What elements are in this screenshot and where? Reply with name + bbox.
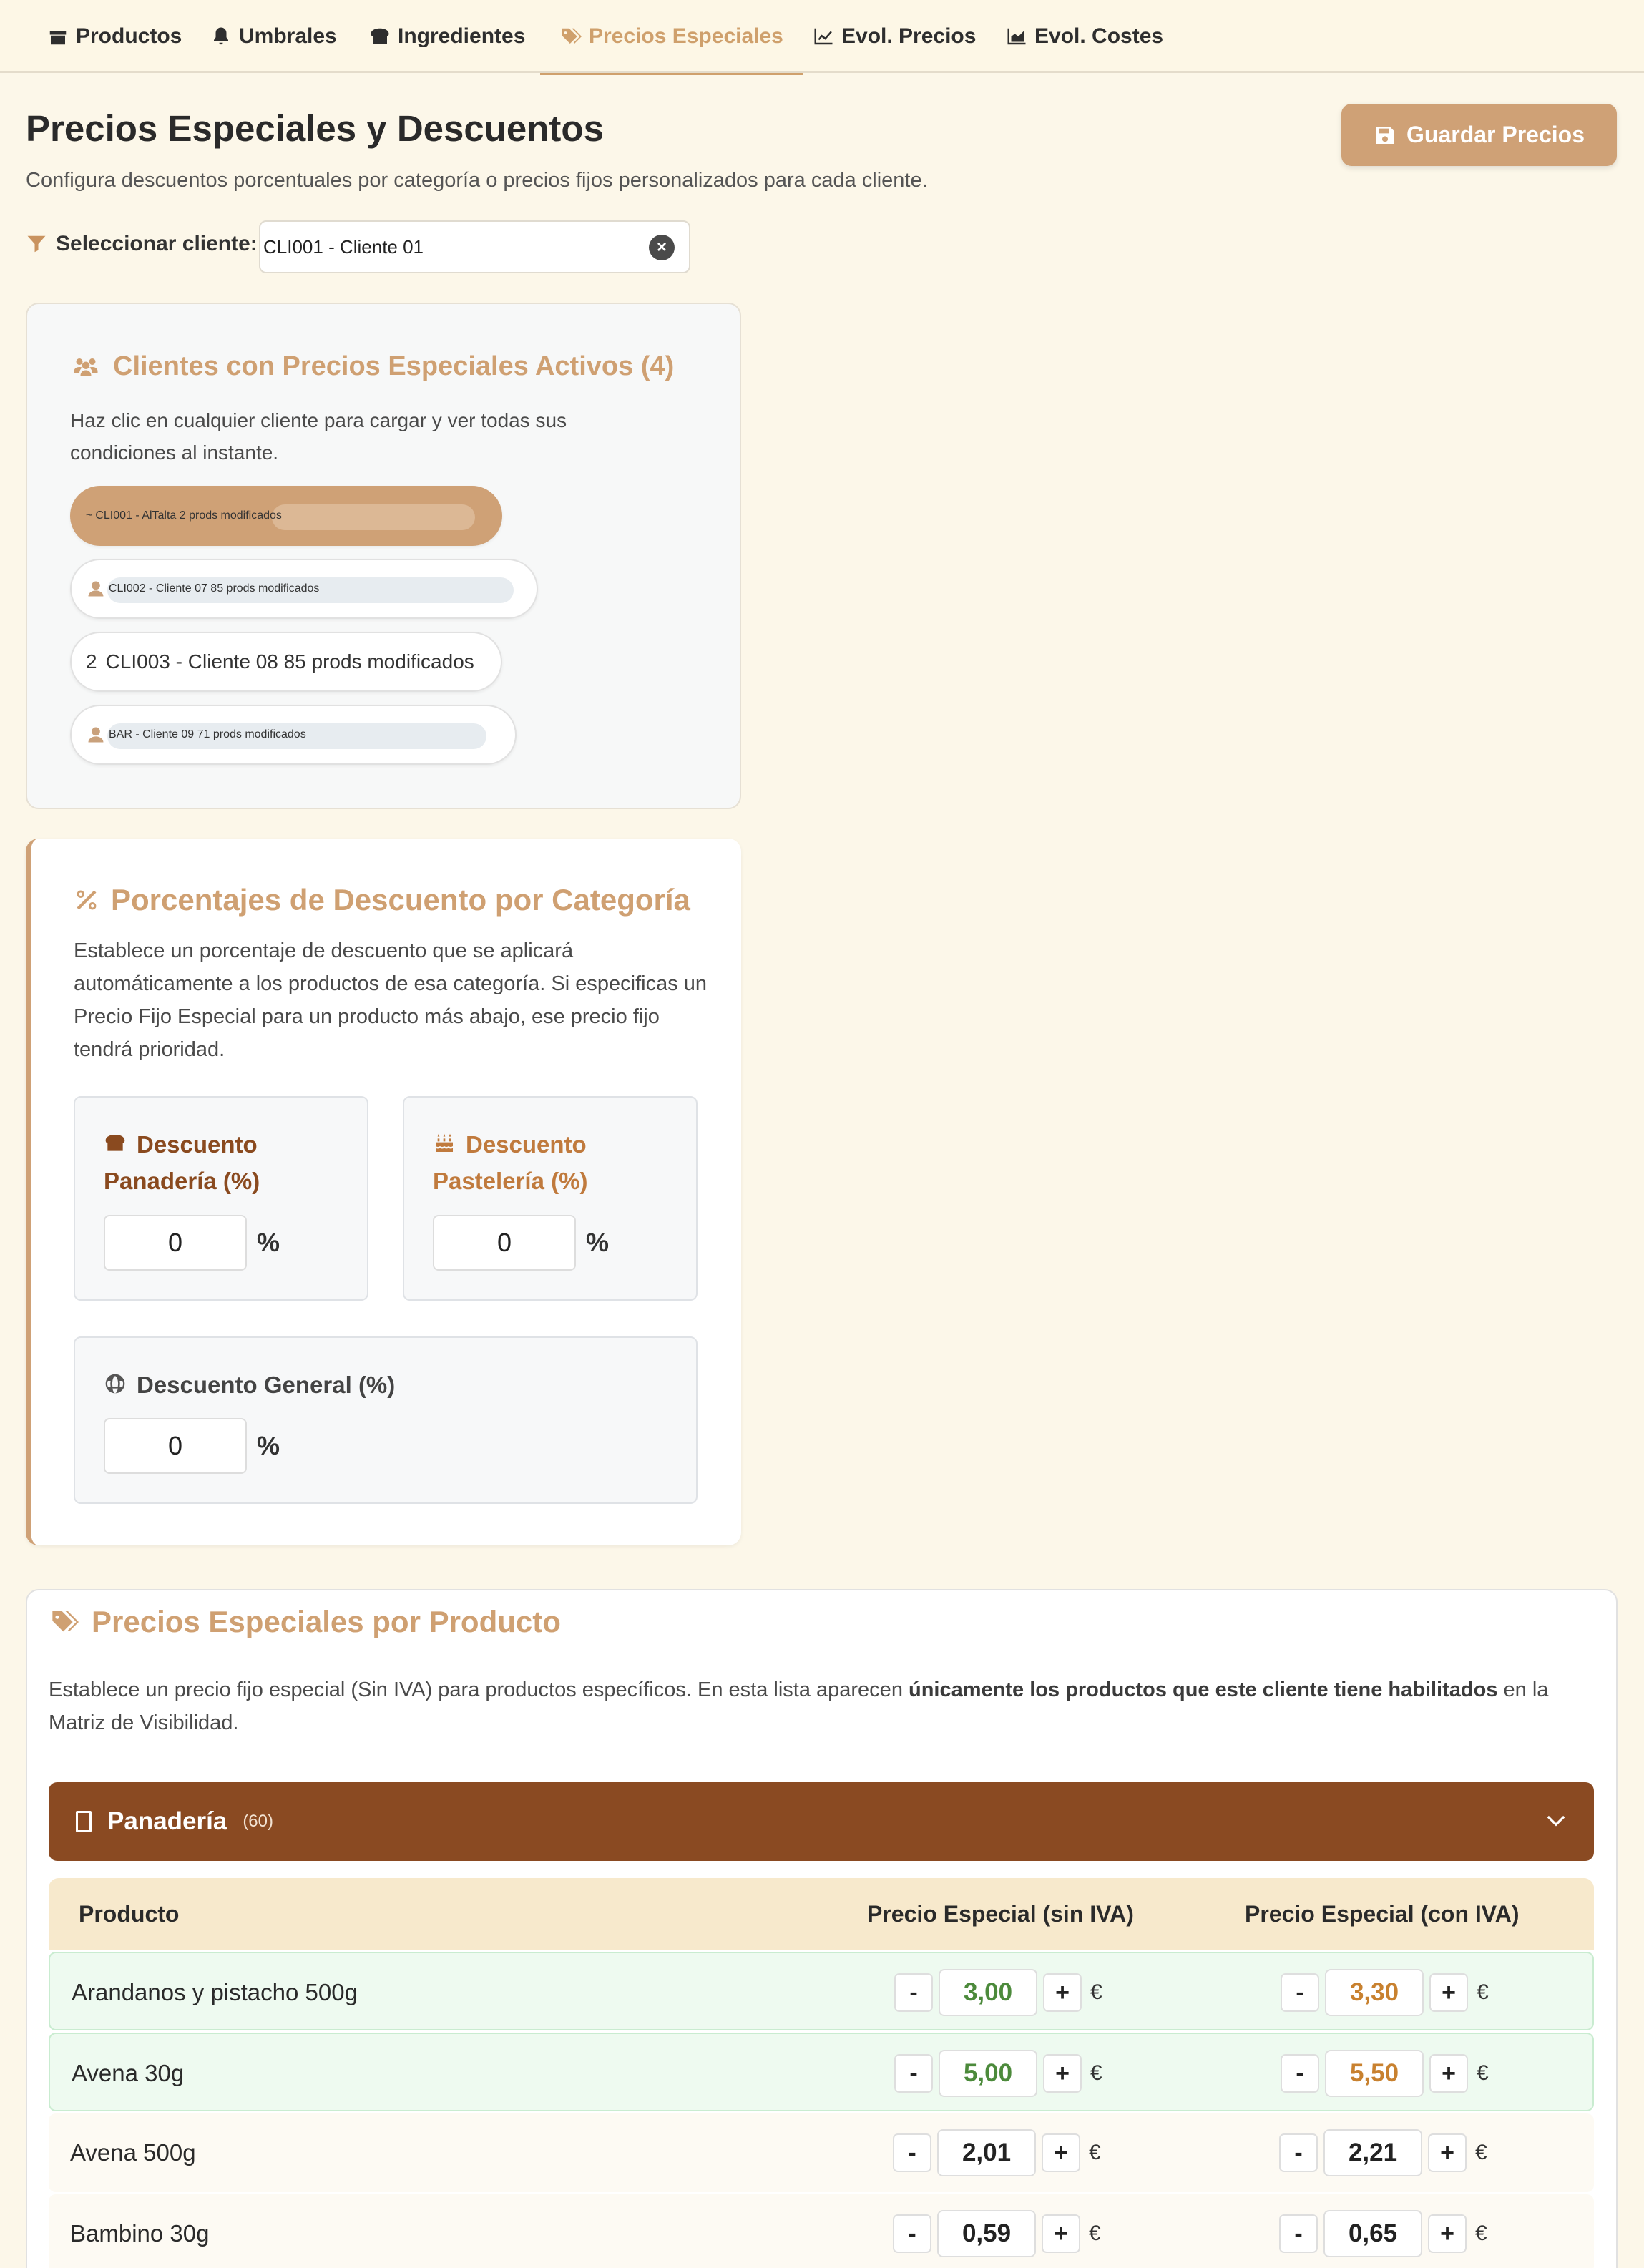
user-icon <box>86 725 106 745</box>
discount-general-box <box>74 1336 698 1504</box>
product-prices-title: Precios Especiales por Producto <box>92 1605 561 1638</box>
price-vat-stepper <box>1281 1969 1489 2016</box>
save-prices-label: Guardar Precios <box>1406 122 1585 147</box>
discount-pasteleria-input[interactable]: 0 <box>433 1215 576 1271</box>
price-no-vat-stepper <box>894 2050 1102 2097</box>
discount-general-input[interactable]: 0 <box>104 1418 247 1474</box>
client-pill-bar[interactable] <box>70 705 517 765</box>
user-icon <box>86 579 106 599</box>
client-pill-cli002[interactable] <box>70 559 538 619</box>
tab-ingredientes[interactable] <box>349 0 545 73</box>
tab-umbrales[interactable] <box>190 0 357 73</box>
price-vat-input[interactable]: 0,65 <box>1323 2210 1422 2257</box>
client-filter-text: Seleccionar cliente: <box>56 232 258 255</box>
decrement-button[interactable]: - <box>1281 1973 1319 2012</box>
increment-button[interactable]: + <box>1428 2214 1467 2253</box>
price-no-vat-input[interactable]: 3,00 <box>939 1969 1037 2016</box>
client-pill-prefix: 2 <box>86 650 97 673</box>
discount-description: Establece un porcentaje de descuento que se aplicará automáticamente a los productos de esa categoría. Si especificas un Precio Fijo Especial para un producto más abajo, ese precio fijo tendrá prioridad. <box>74 939 708 1061</box>
price-vat-input[interactable]: 2,21 <box>1323 2129 1422 2176</box>
table-row <box>49 2033 1594 2111</box>
globe-icon <box>104 1372 127 1395</box>
floppy-disk-icon <box>1374 124 1396 147</box>
currency-symbol: € <box>1090 2061 1102 2085</box>
decrement-button[interactable]: - <box>894 1973 933 2012</box>
currency-symbol: € <box>1089 2221 1101 2245</box>
discount-title: Porcentajes de Descuento por Categoría <box>111 883 690 917</box>
price-vat-stepper <box>1279 2129 1487 2176</box>
client-pill-cli001[interactable] <box>70 486 502 546</box>
product-table-header <box>49 1878 1594 1950</box>
product-name: Bambino 30g <box>70 2220 210 2247</box>
price-vat-input[interactable]: 5,50 <box>1325 2050 1424 2097</box>
currency-symbol: € <box>1475 2221 1487 2245</box>
increment-button[interactable]: + <box>1042 2133 1080 2172</box>
client-pill-prefix: ~ <box>86 509 93 522</box>
tab-label: Umbrales <box>239 24 337 48</box>
discount-pasteleria-box <box>403 1096 698 1301</box>
category-discount-card <box>26 839 741 1545</box>
decrement-button[interactable]: - <box>1281 2054 1319 2093</box>
cake-icon <box>433 1132 456 1155</box>
client-select[interactable] <box>259 220 690 273</box>
discount-panaderia-input[interactable]: 0 <box>104 1215 247 1271</box>
price-vat-input[interactable]: 3,30 <box>1325 1969 1424 2016</box>
increment-button[interactable]: + <box>1428 2133 1467 2172</box>
client-pill-cli003[interactable] <box>70 632 502 692</box>
currency-symbol: € <box>1089 2141 1101 2164</box>
product-prices-description: Establece un precio fijo especial (Sin IVA) para productos específicos. En esta lista aparecen únicamente los productos que este cliente tiene habilitados en la Matriz de Visibilidad. <box>49 1678 1549 1734</box>
percent-icon <box>74 887 99 913</box>
table-row <box>49 2113 1594 2192</box>
tab-label: Precios Especiales <box>589 24 783 48</box>
client-pill-label: BAR - Cliente 09 71 prods modificados <box>109 728 306 740</box>
users-icon <box>70 354 102 380</box>
currency-symbol: € <box>1477 2061 1489 2085</box>
page-subtitle: Configura descuentos porcentuales por categoría o precios fijos personalizados para cada cliente. <box>26 169 928 192</box>
increment-button[interactable]: + <box>1043 1973 1082 2012</box>
price-no-vat-input[interactable]: 5,00 <box>939 2050 1037 2097</box>
price-no-vat-input[interactable]: 2,01 <box>937 2129 1036 2176</box>
decrement-button[interactable]: - <box>893 2133 931 2172</box>
discount-panaderia-label: Descuento Panadería (%) <box>104 1131 260 1194</box>
price-vat-stepper <box>1281 2050 1489 2097</box>
increment-button[interactable]: + <box>1042 2214 1080 2253</box>
client-select-value: CLI001 - Cliente 01 <box>263 235 424 258</box>
tab-label: Evol. Costes <box>1034 24 1164 48</box>
active-clients-heading <box>70 351 674 382</box>
category-name: Panadería <box>107 1807 227 1835</box>
column-product: Producto <box>79 1901 180 1927</box>
filter-icon <box>26 233 47 255</box>
table-row <box>49 2194 1594 2268</box>
page-title: Precios Especiales y Descuentos <box>26 108 604 149</box>
decrement-button[interactable]: - <box>1279 2214 1318 2253</box>
product-name: Avena 500g <box>70 2139 196 2166</box>
decrement-button[interactable]: - <box>893 2214 931 2253</box>
currency-symbol: € <box>1090 1980 1102 2004</box>
box-icon <box>47 26 69 47</box>
product-prices-heading <box>49 1605 561 1639</box>
tab-label: Evol. Precios <box>841 24 977 48</box>
client-filter-label <box>26 232 258 256</box>
tab-precios-especiales[interactable] <box>540 0 803 73</box>
bell-icon <box>210 26 232 47</box>
percent-sign: % <box>586 1228 610 1257</box>
tab-label: Productos <box>76 24 182 48</box>
client-pill-label: CLI003 - Cliente 08 85 prods modificados <box>105 650 474 673</box>
bread-icon <box>369 26 391 47</box>
price-vat-stepper <box>1279 2210 1487 2257</box>
active-clients-title: Clientes con Precios Especiales Activos (4) <box>113 351 675 381</box>
category-header-panaderia[interactable] <box>49 1782 1594 1861</box>
product-name: Arandanos y pistacho 500g <box>72 1979 358 2005</box>
discount-pasteleria-label: Descuento Pastelería (%) <box>433 1131 588 1194</box>
tab-evol-costes[interactable] <box>986 0 1183 73</box>
clear-icon[interactable]: × <box>649 235 675 260</box>
line-chart-icon <box>813 26 834 47</box>
currency-symbol: € <box>1477 1980 1489 2004</box>
price-no-vat-input[interactable]: 0,59 <box>937 2210 1036 2257</box>
area-chart-icon <box>1006 26 1027 47</box>
client-pill-label: CLI001 - AlTalta 2 prods modificados <box>95 509 282 522</box>
active-clients-card <box>26 303 741 809</box>
category-square-icon <box>76 1811 92 1832</box>
price-no-vat-stepper <box>893 2129 1101 2176</box>
active-clients-description: Haz clic en cualquier cliente para cargar y ver todas sus condiciones al instante. <box>70 409 567 464</box>
client-pill-label: CLI002 - Cliente 07 85 prods modificados <box>109 582 320 595</box>
tab-evol-precios[interactable] <box>793 0 996 73</box>
tags-icon <box>560 26 582 47</box>
column-price-no-vat: Precio Especial (sin IVA) <box>867 1901 1134 1927</box>
decrement-button[interactable]: - <box>894 2054 933 2093</box>
increment-button[interactable]: + <box>1429 2054 1468 2093</box>
column-price-vat: Precio Especial (con IVA) <box>1245 1901 1520 1927</box>
discount-panaderia-box <box>74 1096 368 1301</box>
table-row <box>49 1952 1594 2030</box>
chevron-down-icon[interactable] <box>1545 1809 1567 1831</box>
percent-sign: % <box>257 1228 280 1257</box>
increment-button[interactable]: + <box>1429 1973 1468 2012</box>
price-no-vat-stepper <box>894 1969 1102 2016</box>
percent-sign: % <box>257 1431 280 1460</box>
increment-button[interactable]: + <box>1043 2054 1082 2093</box>
price-no-vat-stepper <box>893 2210 1101 2257</box>
product-name: Avena 30g <box>72 2060 185 2086</box>
bread-icon <box>104 1132 127 1155</box>
discount-heading <box>74 883 690 917</box>
tags-icon <box>49 1608 80 1636</box>
discount-general-label: Descuento General (%) <box>104 1367 404 1403</box>
currency-symbol: € <box>1475 2141 1487 2164</box>
category-count: (60) <box>243 1812 273 1831</box>
decrement-button[interactable]: - <box>1279 2133 1318 2172</box>
tab-productos[interactable] <box>27 0 202 73</box>
top-tab-bar <box>0 0 1644 73</box>
product-prices-card <box>26 1589 1618 2268</box>
tab-label: Ingredientes <box>398 24 526 48</box>
save-prices-button[interactable] <box>1341 104 1617 166</box>
